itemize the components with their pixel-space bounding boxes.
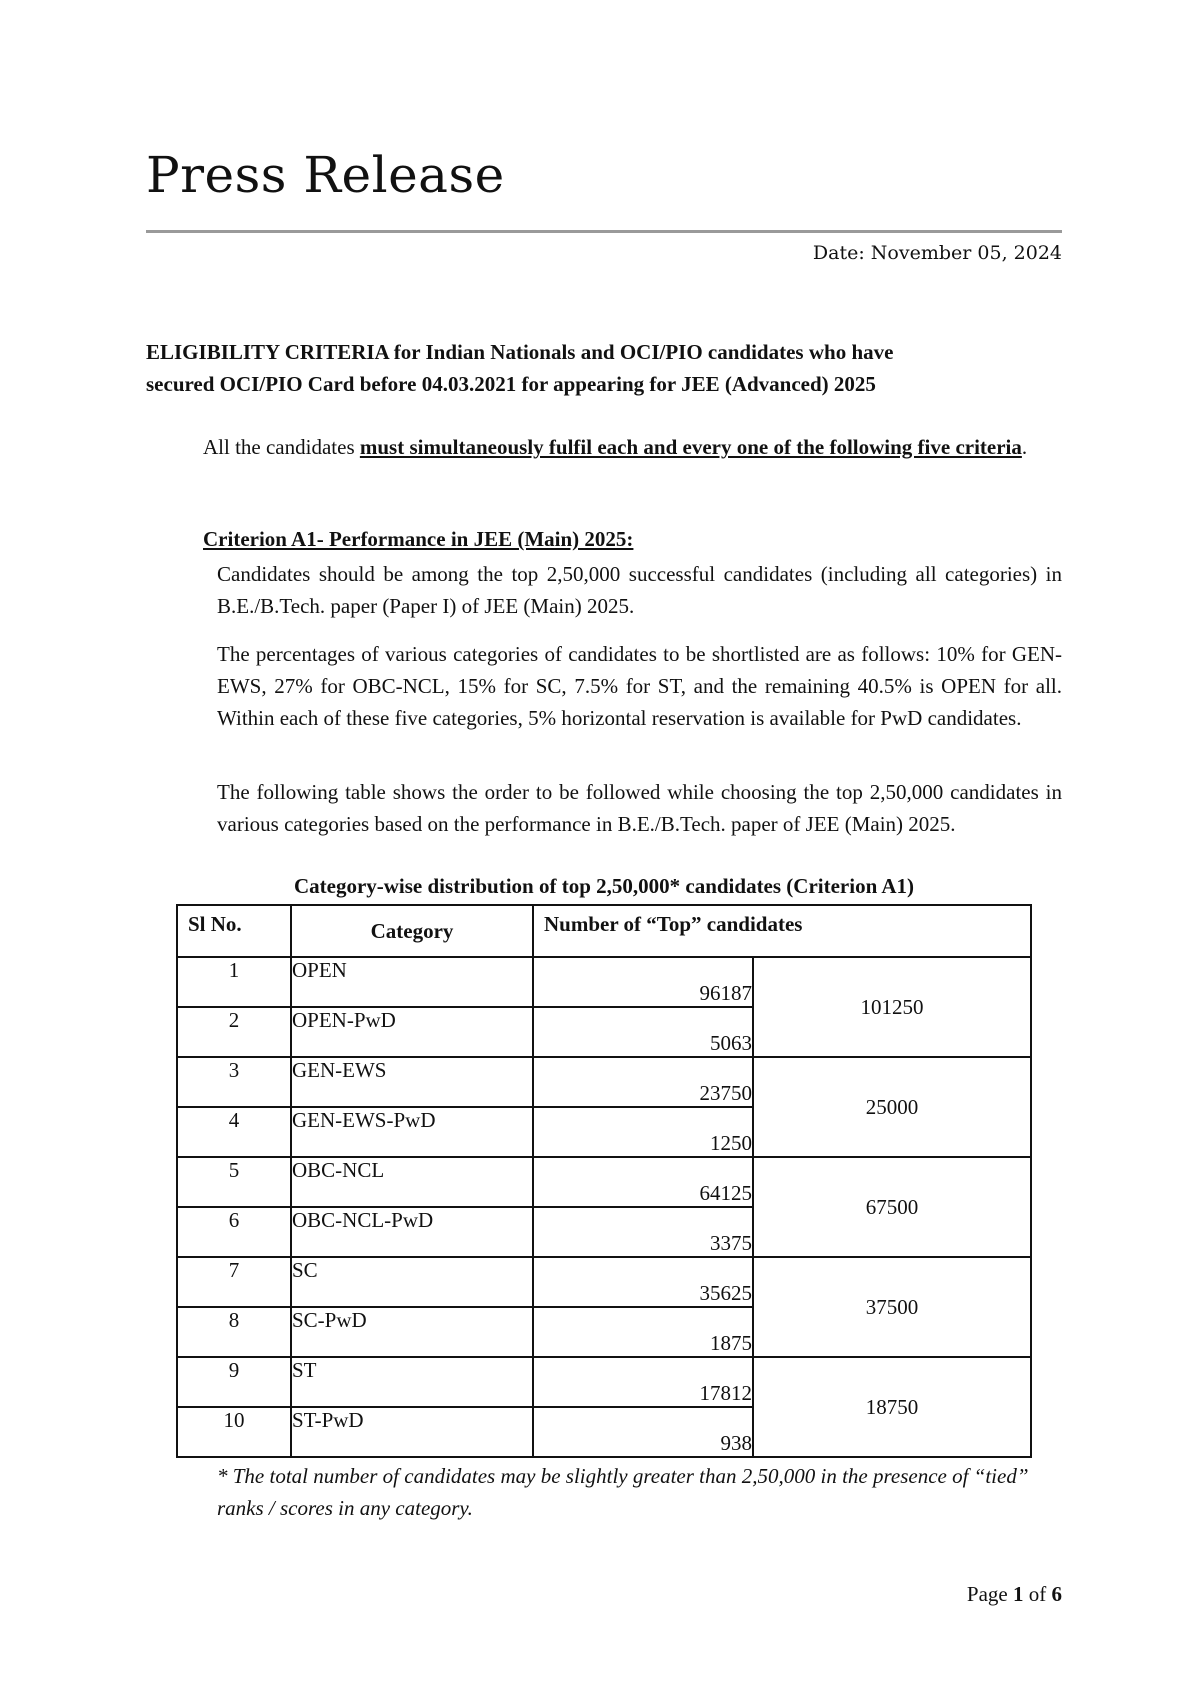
cell-category: SC-PwD xyxy=(291,1307,533,1357)
table-caption: Category-wise distribution of top 2,50,000* candidates (Criterion A1) xyxy=(293,874,915,898)
cell-category: GEN-EWS-PwD xyxy=(291,1107,533,1157)
cell-sl: 7 xyxy=(177,1257,291,1307)
table-row xyxy=(177,957,1031,1007)
cell-number: 938 xyxy=(533,1407,753,1457)
table-row xyxy=(177,1357,1031,1407)
title-divider xyxy=(146,230,1062,233)
cell-sl: 9 xyxy=(177,1357,291,1407)
cell-category: GEN-EWS xyxy=(291,1057,533,1107)
cell-category: ST xyxy=(291,1357,533,1407)
cell-category: OBC-NCL xyxy=(291,1157,533,1207)
criterion-a1-paragraph-3: The following table shows the order to be followed while choosing the top 2,50,000 candidates in various categories based on the performance in B.E./B.Tech. paper of JEE (Main) 2025. xyxy=(217,780,1062,836)
header-category: Category xyxy=(291,905,533,957)
cell-sl: 6 xyxy=(177,1207,291,1257)
intro-paragraph xyxy=(203,431,1062,463)
cell-number: 35625 xyxy=(533,1257,753,1307)
cell-number: 5063 xyxy=(533,1007,753,1057)
intro-prefix: All the candidates xyxy=(203,435,360,459)
header-sl-no: Sl No. xyxy=(177,905,291,957)
cell-number: 1875 xyxy=(533,1307,753,1357)
cell-group-total: 25000 xyxy=(753,1057,1031,1157)
table-row xyxy=(177,1157,1031,1207)
heading-line-2: secured OCI/PIO Card before 04.03.2021 for appearing for JEE (Advanced) 2025 xyxy=(146,372,876,396)
intro-suffix: . xyxy=(1021,435,1028,459)
of-label: of xyxy=(1028,1582,1047,1606)
page-title: Press Release xyxy=(146,146,505,204)
cell-group-total: 101250 xyxy=(753,957,1031,1057)
heading-line-1: ELIGIBILITY CRITERIA for Indian Nationals and OCI/PIO candidates who have xyxy=(146,340,894,364)
cell-sl: 10 xyxy=(177,1407,291,1457)
criterion-a1-paragraph-1: Candidates should be among the top 2,50,000 successful candidates (including all categories) in B.E./B.Tech. paper (Paper I) of JEE (Main) 2025. xyxy=(217,562,1062,618)
table-row xyxy=(177,1057,1031,1107)
cell-group-total: 37500 xyxy=(753,1257,1031,1357)
release-date: Date: November 05, 2024 xyxy=(812,242,1062,264)
criterion-a1-paragraph-2: The percentages of various categories of candidates to be shortlisted are as follows: 10% for GEN-EWS, 27% for OBC-NCL, 15% for SC, 7.5% for ST, and the remaining 40.5% is OPEN for all. Within each of these five categories, 5% horizontal reservation is available for PwD candidates. xyxy=(217,642,1062,730)
cell-sl: 3 xyxy=(177,1057,291,1107)
cell-number: 23750 xyxy=(533,1057,753,1107)
cell-sl: 1 xyxy=(177,957,291,1007)
criterion-a1-title: Criterion A1- Performance in JEE (Main) 2025: xyxy=(203,527,634,551)
cell-category: OPEN-PwD xyxy=(291,1007,533,1057)
category-distribution-table xyxy=(176,904,1032,1458)
table-body xyxy=(177,957,1031,1457)
header-number: Number of “Top” candidates xyxy=(533,905,1031,957)
cell-category: ST-PwD xyxy=(291,1407,533,1457)
table-header-row xyxy=(177,905,1031,957)
cell-sl: 5 xyxy=(177,1157,291,1207)
page-total: 6 xyxy=(1051,1582,1062,1606)
page-current: 1 xyxy=(1013,1582,1024,1606)
eligibility-heading xyxy=(146,336,1062,400)
cell-number: 1250 xyxy=(533,1107,753,1157)
intro-emphasis: must simultaneously fulfil each and every one of the following five criteria xyxy=(359,435,1022,459)
cell-number: 3375 xyxy=(533,1207,753,1257)
cell-category: SC xyxy=(291,1257,533,1307)
cell-category: OPEN xyxy=(291,957,533,1007)
cell-number: 96187 xyxy=(533,957,753,1007)
table-footnote: * The total number of candidates may be slightly greater than 2,50,000 in the presence of “tied” ranks / scores in any category. xyxy=(217,1464,1029,1520)
cell-category: OBC-NCL-PwD xyxy=(291,1207,533,1257)
cell-group-total: 18750 xyxy=(753,1357,1031,1457)
cell-sl: 4 xyxy=(177,1107,291,1157)
cell-number: 17812 xyxy=(533,1357,753,1407)
cell-group-total: 67500 xyxy=(753,1157,1031,1257)
cell-sl: 2 xyxy=(177,1007,291,1057)
cell-sl: 8 xyxy=(177,1307,291,1357)
cell-number: 64125 xyxy=(533,1157,753,1207)
table-row xyxy=(177,1257,1031,1307)
page-label: Page xyxy=(966,1582,1008,1606)
page-number xyxy=(967,1582,1062,1607)
